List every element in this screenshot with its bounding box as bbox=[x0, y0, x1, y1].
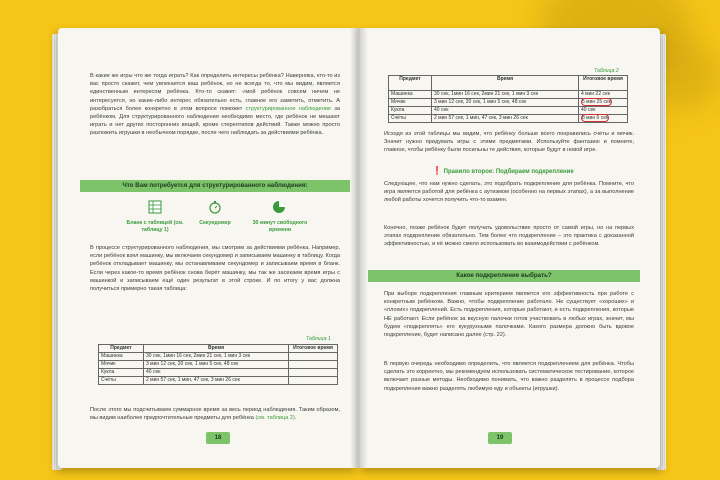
table-row bbox=[99, 353, 338, 361]
paragraph: Исходя из этой таблицы мы видим, что ребёнку больше всего понравились счёты и мячик. Значит нужно придумать игры с этими предметами. Используйте фантазию и помните, главное, чтобы ребёнку были посильны те действия, которые будут в новой игре. bbox=[384, 131, 634, 154]
table-cell: 30 сек, 1мин 16 сек, 2мин 21 сек, 1 мин 3 сек bbox=[144, 353, 289, 361]
table-cell bbox=[579, 115, 628, 123]
tip-heading bbox=[432, 166, 574, 175]
section-title: Что Вам потребуется для структурированного наблюдения: bbox=[122, 182, 308, 189]
table-cell: 40 сек bbox=[432, 107, 579, 115]
data-table bbox=[98, 344, 338, 385]
table-cell: 3 мин 12 сек, 20 сек, 1 мин 5 сек, 48 сек bbox=[144, 361, 289, 369]
table-cell: 4 мин 22 сек bbox=[579, 91, 628, 99]
table-cell: Счёты bbox=[99, 377, 144, 385]
table-cell: Машинка bbox=[99, 353, 144, 361]
page-number: 18 bbox=[206, 432, 230, 444]
exclamation-icon: ❗ bbox=[432, 166, 442, 175]
page-number: 19 bbox=[488, 432, 512, 444]
paragraph: В первую очередь необходимо определить, что является подкреплением для ребёнка. Чтобы сделать это корректно, мы рекомендуем использовать систематическое тестирование, которое включает разные методы. Необходимо понимать, что важно разделять в процессе подбора подкрепления важно разделять любимую еду и объекты (игрушки). bbox=[384, 361, 634, 392]
table-caption: Таблица 2 bbox=[594, 68, 619, 74]
table-cell: 2 мин 57 сек, 1 мин, 47 сек, 3 мин 26 сек bbox=[144, 377, 289, 385]
table-caption: Таблица 1 bbox=[306, 336, 331, 342]
table-cell: 3 мин 12 сек, 20 сек, 1 мин 5 сек, 48 сек bbox=[432, 99, 579, 107]
section-title: Какое подкрепление выбрать? bbox=[456, 272, 552, 279]
table-cell bbox=[289, 377, 338, 385]
table-header: Предмет bbox=[99, 345, 144, 353]
table-cell: Кукла bbox=[389, 107, 432, 115]
table-cell: 2 мин 57 сек, 1 мин, 47 сек, 3 мин 26 сек bbox=[432, 115, 579, 123]
item-label: 30 минут свободного времени bbox=[252, 220, 308, 233]
tip-title: Правило второе: Подбираем подкрепление bbox=[443, 169, 574, 175]
clock-icon bbox=[272, 200, 286, 214]
highlight-circle: 5 мин 25 сек bbox=[582, 99, 611, 105]
section-band bbox=[368, 270, 640, 282]
left-page bbox=[58, 28, 358, 468]
table-icon bbox=[148, 200, 162, 214]
table-header: Предмет bbox=[389, 76, 432, 91]
table-header: Итоговое время bbox=[289, 345, 338, 353]
open-book bbox=[58, 28, 664, 474]
table-cell: Мячик bbox=[389, 99, 432, 107]
table-cell: Машинка bbox=[389, 91, 432, 99]
table-cell bbox=[579, 99, 628, 107]
paragraph: Следующее, что нам нужно сделать, это подобрать подкрепление для ребёнка. Помните, что игра является работой для ребёнка с аутизмом (особенно на первых этапах), а за выполнение любой работы хочется получить что-то взамен. bbox=[384, 181, 634, 204]
item-label: Секундомер bbox=[199, 220, 231, 226]
paragraph: После этого мы подсчитываем суммарное время за весь период наблюдения. Таким образом, мы видим наиболее предпочтительные предметы для ребёнка (см. таблица 2). bbox=[90, 407, 340, 422]
table-header: Итоговое время bbox=[579, 76, 628, 91]
table-row bbox=[99, 377, 338, 385]
table-row bbox=[389, 115, 628, 123]
table-cell: Счёты bbox=[389, 115, 432, 123]
link-text: (см. таблица 2). bbox=[255, 415, 297, 422]
paragraph: В какие же игры что же тогда играть? Как определить интересы ребёнка? Наверняка, кто-то из вас просто скажет, чем увлекается ваш ребёнок, но не всегда то, что мы видим, является единственным интересом ребёнка. Кто-то скажет: «мой ребёнок совсем ничем не интересуется, но какие-либо интерес обязательно есть, главное его заметить, отметить. А разобраться более конкретно в этом вопросе поможет структурированное наблюдение за ребёнком. Для структурированного наблюдения необходимо место, где ребёнок не мешают играть и нет других посторонних вещей, кроме стереотипов действий. Также можно просто разложить игрушки в необычном порядке, после чего наблюдать за действиями ребёнка. bbox=[90, 73, 341, 137]
right-page bbox=[358, 28, 660, 468]
table-header: Время bbox=[144, 345, 289, 353]
item-label: Бланк с таблицей (см. таблицу 1) bbox=[126, 220, 184, 233]
table-cell bbox=[289, 353, 338, 361]
table-row bbox=[99, 369, 338, 377]
table-cell: Кукла bbox=[99, 369, 144, 377]
paragraph: В процессе структурированного наблюдения, мы смотрим за действиями ребёнка. Например, если ребёнок взял машинку, мы включаем секундомер и записываем машинку в таблицу. Когда ребёнок откладывает машинку, мы останавливаем секундомер и записываем время в бланк. Если через какое-то время ребёнок снова берёт машинку, мы так же засекаем время игры с машинкой и записываем ещё один результат в этой строке. И по итогу у вас должна получиться примерно такая таблица: bbox=[90, 245, 340, 293]
table-cell: Мячик bbox=[99, 361, 144, 369]
paragraph: Конечно, позже ребёнок будет получать удовольствие просто от самой игры, но на первых этапах подкрепление обязательно. Тем более что подкрепление – это практика с доказанной эффективностью, и её можно смело использовать во взаимодействии с ребёнком. bbox=[384, 225, 634, 248]
paragraph: При выборе подкрепления главным критерием является его эффективность при работе с конкретным ребёнком. Важно, чтобы подкрепление работало. Не существует «хороших» и «плохих» подкреплений. Есть подкрепления, которые работают, и есть подкрепления, которые НЕ работают. Если ребёнок за вкусную палочки готов участвовать в любых играх, значит, мы будем «подкреплять» его кукурузными палочками. Какого размера должно быть вдовое подкрепление, будет написано далее (стр. 22). bbox=[384, 291, 634, 339]
data-table bbox=[388, 75, 628, 123]
section-band bbox=[80, 180, 350, 192]
link-text: структурированное наблюдение bbox=[245, 105, 332, 112]
table-row bbox=[99, 361, 338, 369]
highlight-circle: 8 мин 6 сек bbox=[582, 115, 609, 121]
table-cell: 30 сек, 1мин 16 сек, 2мин 21 сек, 1 мин 3 сек bbox=[432, 91, 579, 99]
table-row bbox=[389, 99, 628, 107]
book-spine bbox=[350, 28, 368, 468]
table-cell bbox=[289, 369, 338, 377]
table-cell: 40 сек bbox=[579, 107, 628, 115]
table-header: Время bbox=[432, 76, 579, 91]
table-cell: 40 сек bbox=[144, 369, 289, 377]
table-cell bbox=[289, 361, 338, 369]
stopwatch-icon bbox=[208, 200, 222, 214]
